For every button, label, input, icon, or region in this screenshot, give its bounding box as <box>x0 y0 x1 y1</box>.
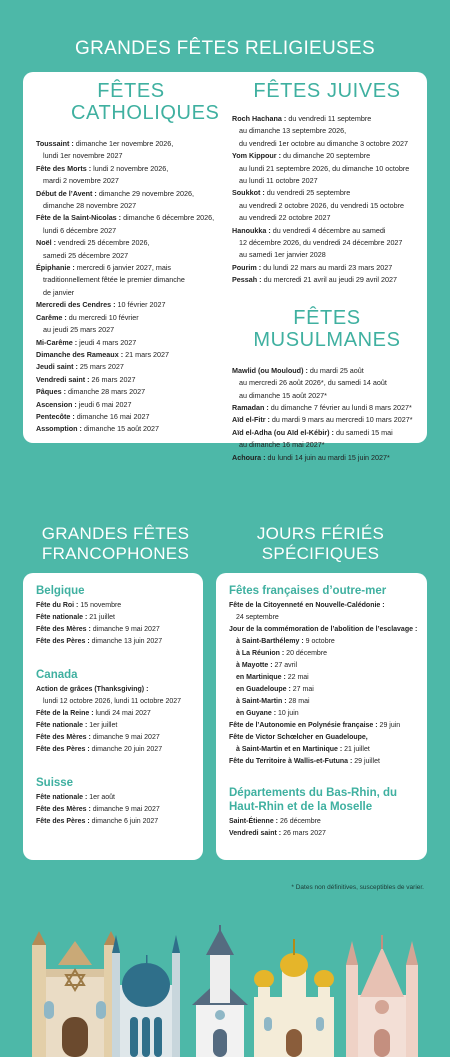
item-label: Mawlid (ou Mouloud) : <box>232 365 308 375</box>
item-label: Fête des Mères : <box>36 626 91 633</box>
item-value: lundi 2 novembre 2026, <box>91 163 169 173</box>
item-label: Noël : <box>36 238 56 248</box>
item-label: Yom Kippour : <box>232 151 281 161</box>
item-label: Mercredi des Cendres : <box>36 300 116 310</box>
list-item <box>232 150 422 162</box>
list-item <box>232 452 422 464</box>
item-value: au vendredi 2 octobre 2026, du vendredi 15 octobre <box>239 200 405 210</box>
item-label: Aïd el-Fitr : <box>232 415 270 425</box>
footnote: * Dates non définitives, susceptibles de varier. <box>291 884 424 891</box>
item-label: Fête des Pères : <box>36 638 90 645</box>
list-item <box>36 299 226 311</box>
item-label: Achoura : <box>232 452 266 462</box>
list-item <box>232 377 422 389</box>
item-label: à Saint-Martin : <box>236 698 287 705</box>
item-value: dimanche 15 août 2027 <box>81 424 160 434</box>
list-item <box>36 612 203 624</box>
item-value: lundi 1er novembre 2027 <box>43 151 123 161</box>
church-icon <box>192 925 248 1057</box>
item-value: au dimanche 15 août 2027* <box>239 390 327 400</box>
list-item <box>36 792 203 804</box>
item-value: dimanche 9 mai 2027 <box>90 806 160 813</box>
item-value: du mardi 25 août <box>307 365 364 375</box>
item-label: Pentecôte : <box>36 411 75 421</box>
group-heading: Fêtes françaises d’outre-mer <box>229 585 387 597</box>
list-item <box>36 399 226 411</box>
item-label: Vendredi saint : <box>229 830 282 837</box>
item-value: au dimanche 16 mai 2027* <box>239 440 325 450</box>
item-value: 28 mai <box>286 698 310 705</box>
list-item <box>36 624 203 636</box>
item-value: jeudi 6 mai 2027 <box>76 399 132 409</box>
item-value: traditionnellement fêtée le premier dimanche <box>43 275 185 285</box>
item-value: 22 mai <box>285 674 309 681</box>
item-value: 9 octobre <box>303 638 335 645</box>
item-value: 27 avril <box>272 662 298 669</box>
list-item <box>229 600 427 612</box>
item-label: Fête de la Saint-Nicolas : <box>36 213 122 223</box>
item-value: 27 mai <box>290 686 314 693</box>
item-label: Fête des Mères : <box>36 806 91 813</box>
list-item <box>229 744 427 756</box>
list-item <box>36 312 226 324</box>
item-value: 10 février 2027 <box>115 300 166 310</box>
francophone-title: GRANDES FÊTES FRANCOPHONES <box>41 524 190 563</box>
item-value: samedi 25 décembre 2027 <box>43 250 129 260</box>
list-item <box>36 274 226 286</box>
holidays-title: JOURS FÉRIÉS SPÉCIFIQUES <box>256 524 385 563</box>
synagogue-icon <box>32 931 118 1057</box>
catholic-list <box>36 138 226 436</box>
item-value: 1er juillet <box>87 722 118 729</box>
list-item <box>36 337 226 349</box>
item-value: du vendredi 11 septembre <box>286 114 372 123</box>
item-label: en Guadeloupe : <box>236 686 291 693</box>
list-item <box>36 188 226 200</box>
item-value: 20 décembre <box>284 650 328 657</box>
item-value: lundi 12 octobre 2026, lundi 11 octobre 2027 <box>43 698 182 705</box>
item-label: Pâques : <box>36 387 66 397</box>
group-heading: Canada <box>36 669 78 681</box>
item-label: Jeudi saint : <box>36 362 78 372</box>
list-item <box>232 414 422 426</box>
list-item <box>232 249 422 261</box>
list-item <box>229 708 427 720</box>
list-item <box>232 390 422 402</box>
item-value: dimanche 6 juin 2027 <box>89 818 159 825</box>
list-item <box>232 365 422 377</box>
list-item <box>36 262 226 274</box>
holidays-card <box>216 573 427 860</box>
item-label: en Guyane : <box>236 710 277 717</box>
item-value: 29 juin <box>377 722 401 729</box>
item-value: dimanche 13 juin 2027 <box>89 638 163 645</box>
list-item <box>232 163 422 175</box>
francophone-list <box>23 573 203 828</box>
item-value: dimanche 6 décembre 2026, <box>121 213 215 223</box>
francophone-card <box>23 573 203 860</box>
group-heading: Belgique <box>36 585 85 597</box>
item-value: du vendredi 1er octobre au dimanche 3 octobre 2027 <box>239 138 409 148</box>
item-value: jeudi 4 mars 2027 <box>77 337 137 347</box>
list-item <box>229 612 427 624</box>
item-label: Fête nationale : <box>36 794 88 801</box>
list-item <box>232 212 422 224</box>
item-label: Fête de la Citoyenneté en Nouvelle-Calédonie : <box>229 602 385 609</box>
item-label: Vendredi saint : <box>36 374 90 384</box>
jewish-muslim-section <box>232 80 422 464</box>
list-item <box>36 423 226 435</box>
list-item <box>36 225 226 237</box>
list-item <box>36 684 203 696</box>
item-label: Action de grâces (Thanksgiving) : <box>36 686 149 693</box>
item-label: Assomption : <box>36 424 82 434</box>
item-value: dimanche 29 novembre 2026, <box>96 188 194 198</box>
list-item <box>36 804 203 816</box>
item-label: Fête des Pères : <box>36 746 90 753</box>
item-value: du vendredi 25 septembre <box>264 188 351 198</box>
item-label: Ramadan : <box>232 402 269 412</box>
catholic-section <box>36 80 226 436</box>
list-item <box>232 175 422 187</box>
list-item <box>232 274 422 286</box>
item-value: vendredi 25 décembre 2026, <box>55 238 150 248</box>
item-value: au dimanche 13 septembre 2026, <box>239 126 347 136</box>
list-item <box>229 696 427 708</box>
item-value: du dimanche 20 septembre <box>280 151 371 161</box>
item-value: 21 juillet <box>87 614 115 621</box>
jewish-title: FÊTES JUIVES <box>253 80 401 102</box>
jewish-list <box>232 113 422 287</box>
item-value: 21 juillet <box>342 746 370 753</box>
item-label: Fête de la Reine : <box>36 710 94 717</box>
item-value: 12 décembre 2026, du vendredi 24 décembre 2027 <box>239 238 403 248</box>
item-value: mardi 2 novembre 2027 <box>43 176 119 186</box>
item-value: au mercredi 26 août 2026*, du samedi 14 août <box>239 378 387 388</box>
list-item <box>36 374 226 386</box>
item-value: au samedi 1er janvier 2028 <box>239 250 326 260</box>
item-label: Fête du Roi : <box>36 602 79 609</box>
list-item <box>232 262 422 274</box>
list-item <box>229 816 427 828</box>
list-item <box>36 138 226 150</box>
item-value: dimanche 20 juin 2027 <box>89 746 163 753</box>
item-value: dimanche 28 mars 2027 <box>65 387 146 397</box>
list-item <box>229 624 427 636</box>
muslim-title: FÊTES MUSULMANES <box>253 306 401 351</box>
list-item <box>232 187 422 199</box>
item-value: au lundi 21 septembre 2026, du dimanche 10 octobre <box>239 163 410 173</box>
list-item <box>232 125 422 137</box>
item-label: Saint-Étienne : <box>229 818 279 825</box>
item-label: à Mayotte : <box>236 662 273 669</box>
item-value: 29 juillet <box>352 758 380 765</box>
item-value: au jeudi 25 mars 2027 <box>43 325 115 335</box>
list-item <box>36 696 203 708</box>
item-value: du mardi 9 mars au mercredi 10 mars 2027* <box>269 415 413 425</box>
list-item <box>232 138 422 150</box>
item-value: 10 juin <box>276 710 299 717</box>
item-value: dimanche 1er novembre 2026, <box>73 139 174 148</box>
item-value: du vendredi 4 décembre au samedi <box>270 225 386 235</box>
list-item <box>36 250 226 262</box>
list-item <box>36 720 203 732</box>
item-value: lundi 24 mai 2027 <box>93 710 151 717</box>
item-value: 26 mars 2027 <box>281 830 326 837</box>
list-item <box>229 672 427 684</box>
item-label: Fête nationale : <box>36 614 88 621</box>
item-value: 25 mars 2027 <box>77 362 124 372</box>
item-value: mercredi 6 janvier 2027, mais <box>74 263 172 273</box>
item-value: du mercredi 10 février <box>66 312 139 322</box>
list-item <box>36 324 226 336</box>
item-value: dimanche 28 novembre 2027 <box>43 201 137 211</box>
list-item <box>36 411 226 423</box>
list-item <box>229 732 427 744</box>
list-item <box>36 816 203 828</box>
catholic-title: FÊTES CATHOLIQUES <box>71 80 220 124</box>
list-item <box>232 439 422 451</box>
list-item <box>36 200 226 212</box>
list-item <box>36 212 226 224</box>
item-value: 24 septembre <box>236 614 279 621</box>
page-title: GRANDES FÊTES RELIGIEUSES <box>75 38 375 59</box>
list-item <box>36 708 203 720</box>
item-label: Fête de Victor Schœlcher en Guadeloupe, <box>229 734 368 741</box>
list-item <box>229 756 427 768</box>
item-label: Mi-Carême : <box>36 337 78 347</box>
item-label: Aïd el-Adha (ou Aïd el-Kébir) : <box>232 427 334 437</box>
item-label: Pourim : <box>232 262 262 272</box>
list-item <box>36 600 203 612</box>
list-item <box>229 636 427 648</box>
item-label: Fête de l’Autonomie en Polynésie française : <box>229 722 378 729</box>
item-value: au vendredi 22 octobre 2027 <box>239 213 331 223</box>
item-label: Fête des Pères : <box>36 818 90 825</box>
list-item <box>232 402 422 414</box>
group-heading: Suisse <box>36 777 74 789</box>
item-label: Épiphanie : <box>36 263 75 273</box>
list-item <box>232 113 422 125</box>
list-item <box>36 386 226 398</box>
item-value: du mercredi 21 avril au jeudi 29 avril 2027 <box>261 275 398 285</box>
list-item <box>232 427 422 439</box>
item-label: Fête du Territoire à Wallis-et-Futuna : <box>229 758 353 765</box>
mosque-icon <box>112 935 180 1057</box>
item-label: Pessah : <box>232 275 262 285</box>
item-label: Ascension : <box>36 399 77 409</box>
list-item <box>232 200 422 212</box>
item-value: lundi 6 décembre 2027 <box>43 225 117 235</box>
item-value: dimanche 16 mai 2027 <box>74 411 150 421</box>
item-label: Début de l’Avent : <box>36 188 97 198</box>
item-value: du dimanche 7 février au lundi 8 mars 2027* <box>268 402 412 412</box>
item-value: dimanche 9 mai 2027 <box>90 734 160 741</box>
list-item <box>36 732 203 744</box>
item-label: Jour de la commémoration de l’abolition de l’esclavage : <box>229 626 418 633</box>
item-label: Carême : <box>36 312 67 322</box>
item-label: en Martinique : <box>236 674 286 681</box>
list-item <box>36 349 226 361</box>
item-label: Hanoukka : <box>232 225 271 235</box>
item-label: à Saint-Martin et en Martinique : <box>236 746 343 753</box>
list-item <box>232 225 422 237</box>
item-label: Fête des Mères : <box>36 734 91 741</box>
item-value: 26 mars 2027 <box>89 374 136 384</box>
holidays-list <box>216 573 427 840</box>
list-item <box>36 287 226 299</box>
item-value: du lundi 14 juin au mardi 15 juin 2027* <box>265 452 390 462</box>
group-heading: Départements du Bas-Rhin, du Haut-Rhin et de la Moselle <box>229 787 398 813</box>
list-item <box>36 744 203 756</box>
religious-buildings-illustration <box>0 925 450 1057</box>
list-item <box>36 163 226 175</box>
item-value: du samedi 15 mai <box>333 427 393 437</box>
item-label: Fête nationale : <box>36 722 88 729</box>
item-value: dimanche 9 mai 2027 <box>90 626 160 633</box>
item-value: du lundi 22 mars au mardi 23 mars 2027 <box>261 262 393 272</box>
list-item <box>229 648 427 660</box>
orthodox-church-icon <box>254 939 334 1057</box>
item-value: au lundi 11 octobre 2027 <box>239 176 318 186</box>
list-item <box>36 636 203 648</box>
list-item <box>36 175 226 187</box>
list-item <box>229 684 427 696</box>
item-label: Toussaint : <box>36 139 74 148</box>
list-item <box>229 660 427 672</box>
list-item <box>229 828 427 840</box>
item-value: 21 mars 2027 <box>123 349 170 359</box>
item-label: Fête des Morts : <box>36 163 92 173</box>
item-label: à La Réunion : <box>236 650 285 657</box>
item-label: à Saint-Barthélemy : <box>236 638 304 645</box>
item-label: Dimanche des Rameaux : <box>36 349 124 359</box>
list-item <box>36 237 226 249</box>
list-item <box>232 237 422 249</box>
item-label: Soukkot : <box>232 188 265 198</box>
list-item <box>36 150 226 162</box>
item-value: 15 novembre <box>78 602 122 609</box>
muslim-list <box>232 365 422 464</box>
item-value: 26 décembre <box>278 818 321 825</box>
list-item <box>229 720 427 732</box>
list-item <box>36 361 226 373</box>
item-value: de janvier <box>43 287 75 297</box>
item-value: 1er août <box>87 794 115 801</box>
item-label: Roch Hachana : <box>232 114 287 123</box>
cathedral-icon <box>346 935 418 1057</box>
